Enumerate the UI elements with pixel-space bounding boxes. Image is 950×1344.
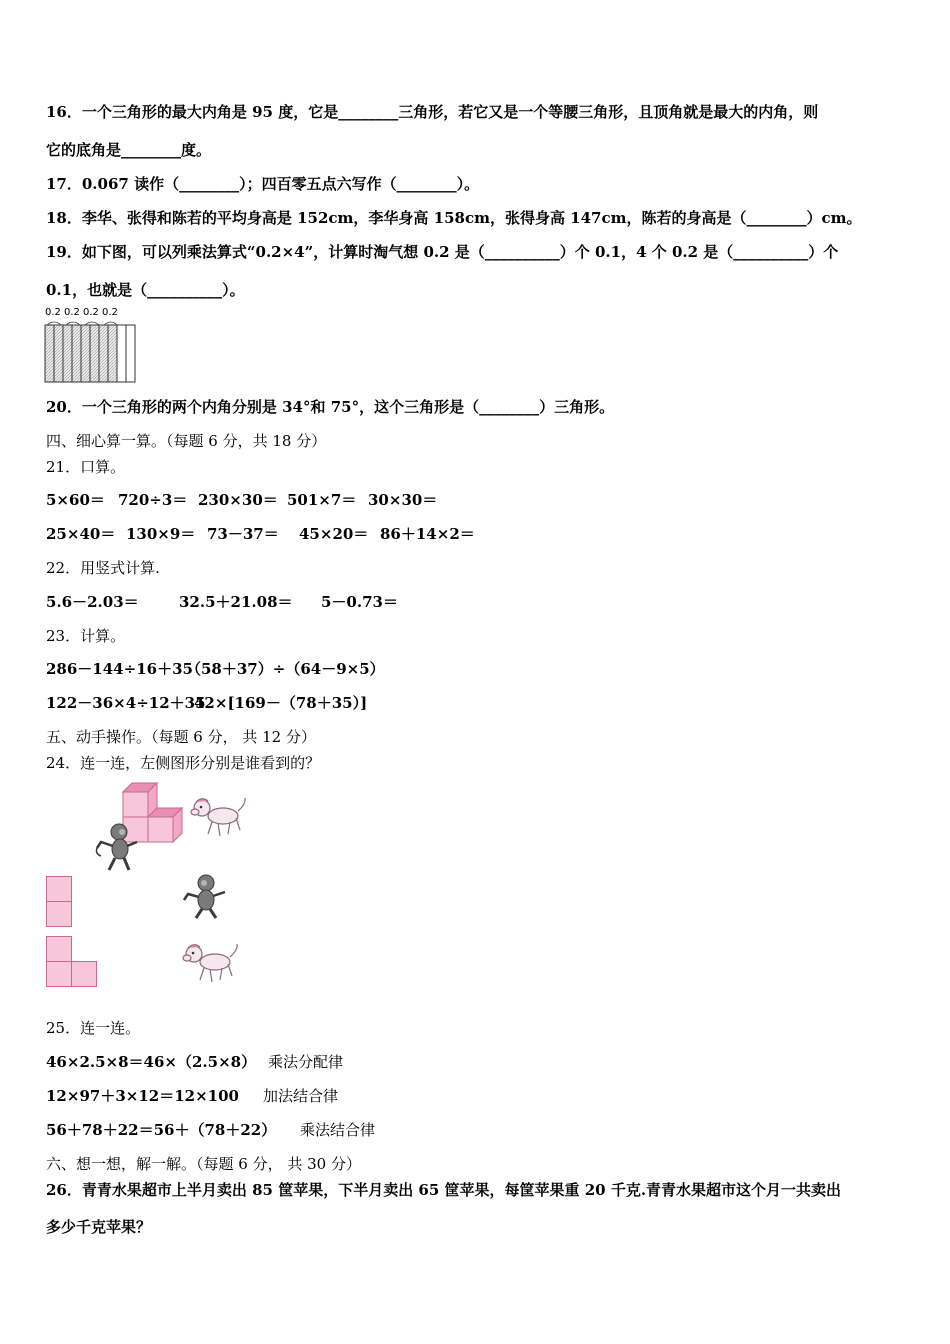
law-name: 乘法结合律 <box>300 1121 376 1139</box>
vertical-calc-item: 32.5＋21.08＝ <box>179 593 293 611</box>
bar-label: 0.2 <box>102 307 118 318</box>
law-name: 乘法分配律 <box>268 1053 344 1071</box>
decimal-bar-grid <box>45 317 137 397</box>
oral-calc-item: 130×9＝ <box>126 525 196 543</box>
q16-line2: 它的底角是________度。 <box>46 141 212 159</box>
q22-title: 22．用竖式计算. <box>46 559 160 577</box>
q16-line1: 16．一个三角形的最大内角是 95 度，它是________三角形，若它又是一个等腰三角形，且顶角就是最大的内角，则 <box>46 103 819 121</box>
oral-calc-item: 720÷3＝ <box>118 491 188 509</box>
expression: 12×97＋3×12＝12×100 <box>46 1087 239 1105</box>
dog-icon <box>190 796 250 840</box>
front-view-two-squares <box>46 876 74 928</box>
section-4-heading: 四、细心算一算。（每题 6 分，共 18 分） <box>46 432 327 450</box>
q26-line2: 多少千克苹果？ <box>46 1218 152 1236</box>
expression: 56＋78＋22＝56＋（78＋22） <box>46 1121 277 1139</box>
oral-calc-item: 73－37＝ <box>207 525 279 543</box>
bar-label: 0.2 <box>64 307 80 318</box>
oral-calc-item: 501×7＝ <box>287 491 357 509</box>
oral-calc-item: 5×60＝ <box>46 491 105 509</box>
calc-item: （58＋37）÷（64－9×5） <box>186 660 385 678</box>
dog-icon <box>182 942 242 986</box>
q23-title: 23．计算。 <box>46 627 126 645</box>
law-name: 加法结合律 <box>263 1087 339 1105</box>
q18-text: 18．李华、张得和陈若的平均身高是 152cm，李华身高 158cm，张得身高 147cm，陈若的身高是（________）cm。 <box>46 209 862 227</box>
vertical-calc-item: 5.6－2.03＝ <box>46 593 139 611</box>
oral-calc-item: 230×30＝ <box>198 491 278 509</box>
monkey-icon <box>93 822 139 872</box>
q25-title: 25．连一连。 <box>46 1019 141 1037</box>
oral-calc-item: 45×20＝ <box>299 525 369 543</box>
bar-label: 0.2 <box>83 307 99 318</box>
oral-calc-item: 25×40＝ <box>46 525 116 543</box>
vertical-calc-item: 5－0.73＝ <box>321 593 398 611</box>
oral-calc-item: 86＋14×2＝ <box>380 525 475 543</box>
q19-line1: 19．如下图，可以列乘法算式“0.2×4”，计算时淘气想 0.2 是（__________）个 0.1，4 个 0.2 是（__________）个 <box>46 243 839 261</box>
oral-calc-item: 30×30＝ <box>368 491 438 509</box>
section-6-heading: 六、想一想，解一解。（每题 6 分， 共 30 分） <box>46 1155 361 1173</box>
monkey-icon <box>182 872 228 920</box>
bar-label: 0.2 <box>45 307 61 318</box>
q26-line1: 26．青青水果超市上半月卖出 85 筐苹果，下半月卖出 65 筐苹果，每筐苹果重 20 千克.青青水果超市这个月一共卖出 <box>46 1181 842 1199</box>
q19-line2: 0.1，也就是（__________）。 <box>46 281 245 299</box>
expression: 46×2.5×8＝46×（2.5×8） <box>46 1053 257 1071</box>
side-view-l-shape <box>46 936 100 988</box>
q20-text: 20．一个三角形的两个内角分别是 34°和 75°，这个三角形是（________）三角形。 <box>46 398 615 416</box>
calc-item: 122－36×4÷12＋35 <box>46 694 206 712</box>
calc-item: 42×[169－（78＋35）] <box>194 694 368 712</box>
q17-text: 17．0.067 读作（________）；四百零五点六写作（________）。 <box>46 175 480 193</box>
q24-title: 24．连一连，左侧图形分别是谁看到的？ <box>46 754 321 772</box>
calc-item: 286－144÷16＋35 <box>46 660 193 678</box>
q21-title: 21．口算。 <box>46 458 126 476</box>
section-5-heading: 五、动手操作。（每题 6 分， 共 12 分） <box>46 728 316 746</box>
